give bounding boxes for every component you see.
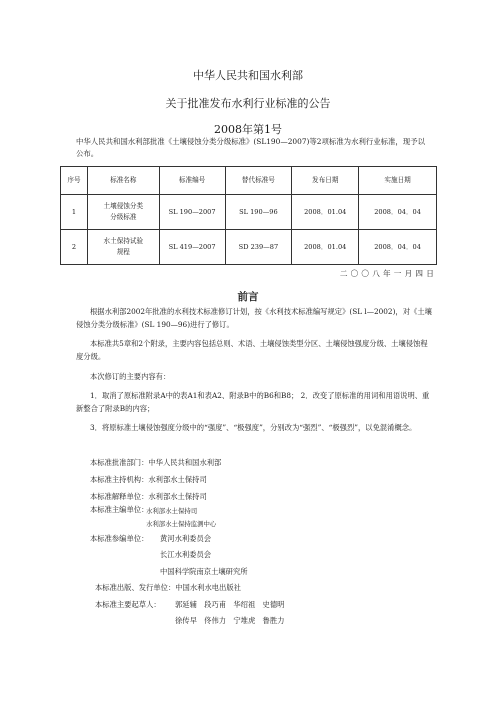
announcement-issue: 2008年第1号: [214, 123, 282, 136]
header-cell: 序号: [61, 167, 88, 195]
cell-published: 2008．01.04: [292, 195, 359, 230]
intro-text: 中华人民共和国水利部批准《土壤侵蚀分类分级标准》(SL190—2007)等2项标准为水利行业标准，现予以公布。: [76, 137, 425, 158]
coeditor-unit: 黄河水利委员会: [160, 534, 212, 543]
cell-published: 2008．01.04: [292, 230, 359, 265]
coeditor-label: 本标准参编单位：: [90, 534, 149, 543]
cell-name-line: 分级标准: [110, 213, 137, 221]
header-cell: 发布日期: [292, 167, 359, 195]
table-row: [61, 230, 437, 265]
announcement-title: 关于批准发布水利行业标准的公告: [165, 97, 331, 110]
editor-unit: 水利部水土保持司: [146, 507, 198, 515]
preface-heading: 前言: [237, 291, 259, 303]
header-cell: 标准编号: [159, 167, 225, 195]
cell-name-line: 水土保持试验: [103, 237, 144, 245]
cell-effective: 2008．04．04: [359, 195, 437, 230]
ministry-name: 中华人民共和国水利部: [193, 69, 303, 82]
host-org: 本标准主持机构：水利部水土保持司: [90, 475, 207, 484]
sign-date: 二〇〇八年一月四日: [339, 269, 437, 278]
cell-name: [87, 230, 159, 265]
cell-replaces: SD 239—87: [225, 230, 292, 265]
cell-name-line: 土壤侵蚀分类: [103, 202, 144, 210]
cell-effective: 2008．04．04: [359, 230, 437, 265]
interpret-org: 本标准解释单位：水利部水土保持司: [90, 492, 207, 501]
preface-paragraph: 3．将原标准土壤侵蚀强度分级中的“强度”、“极强度”，分别改为“强烈”、“极强烈”，以免混淆概念。: [90, 423, 417, 432]
publisher: 本标准出版、发行单位：中国水利水电出版社: [95, 583, 241, 592]
preface-paragraph: 根据水利部2002年批准的水利技术标准修订计划，按《水利技术标准编写规定》(SL l—2002)，对《土壤侵蚀分类分级标准》(SL 190—96)进行了修订。: [76, 307, 432, 329]
editor-label: 本标准主编单位：: [90, 505, 149, 514]
cell-name: [87, 195, 159, 230]
drafters-names: 徐传早 佟伟力 宁堆虎 鲁胜力: [175, 616, 285, 625]
coeditor-unit: 长江水利委员会: [160, 550, 212, 559]
coeditor-unit: 中国科学院南京土壤研究所: [160, 567, 248, 576]
cell-no: 2: [61, 230, 88, 265]
cell-no: 1: [61, 195, 88, 230]
table-row: [61, 195, 437, 230]
editor-unit: 水利部水土保持监测中心: [146, 520, 217, 528]
approval-dept: 本标准批准部门：中华人民共和国水利部: [90, 458, 222, 467]
standards-table: [60, 166, 437, 265]
drafters-names: 郭延辅 段巧甫 华绍祖 史德明: [175, 600, 285, 609]
header-cell: 替代标准号: [225, 167, 292, 195]
cell-code: SL 419—2007: [159, 230, 225, 265]
cell-replaces: SL 190—96: [225, 195, 292, 230]
header-cell: 标准名称: [87, 167, 159, 195]
header-cell: 实施日期: [359, 167, 437, 195]
cell-code: SL 190—2007: [159, 195, 225, 230]
preface-paragraph: 1．取消了原标准附录A中的表A1和表A2、附录B中的B6和B8； 2．改变了原标准的用词和用语说明、重新整合了附录B的内容；: [76, 391, 430, 413]
preface-paragraph: 本标准共5章和2个附录，主要内容包括总则、术语、土壤侵蚀类型分区、土壤侵蚀强度分级、土壤侵蚀程度分级。: [76, 339, 428, 361]
drafters-label: 本标准主要起草人：: [95, 600, 161, 609]
cell-name-line: 规程: [116, 248, 130, 256]
preface-paragraph: 本次修订的主要内容有：: [90, 372, 171, 381]
table-header-row: [61, 167, 437, 195]
